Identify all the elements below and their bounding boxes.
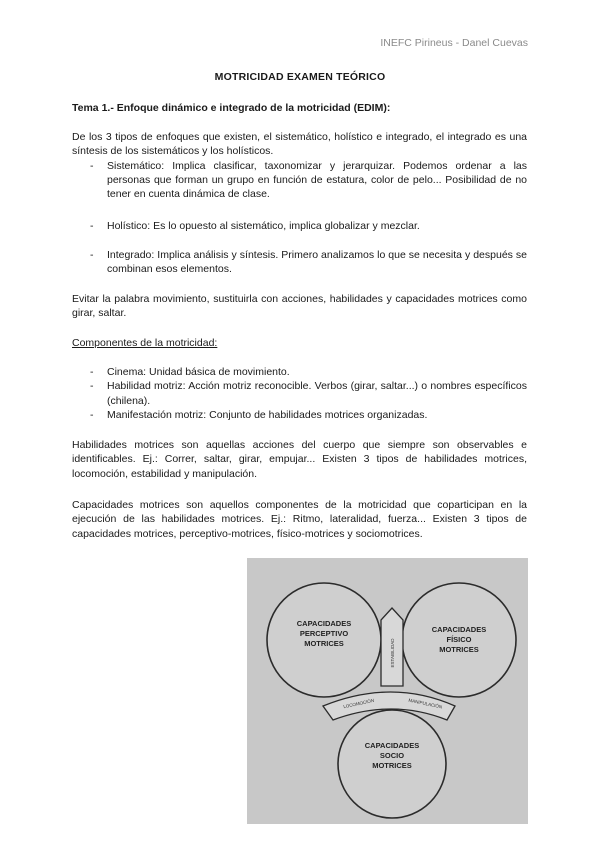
list-item: - Sistemático: Implica clasificar, taxonomizar y jerarquizar. Podemos ordenar a las personas que forman un grupo en función de estatura, color de pelo... Posibilidad de no tener en cuenta dinámica de clase. xyxy=(72,159,527,202)
componentes-section xyxy=(72,365,527,422)
circle-left-line2: PERCEPTIVO xyxy=(299,629,349,638)
tema-heading: Tema 1.- Enfoque dinámico e integrado de la motricidad (EDIM): xyxy=(72,102,391,114)
circle-right-line1: CAPACIDADES xyxy=(431,625,487,634)
arrow-left-label: LOCOMOCIÓN xyxy=(342,697,375,710)
componentes-heading-text: Componentes de la motricidad: xyxy=(72,337,218,349)
componentes-list xyxy=(72,365,527,422)
habilidades-paragraph xyxy=(72,438,527,481)
intro-section xyxy=(72,130,527,201)
circle-right-line2: FÍSICO xyxy=(446,635,472,644)
capacidades-diagram-photo xyxy=(247,558,528,824)
habilidades-text: Habilidades motrices son aquellas acciones del cuerpo que siempre son observables e identificables. Ej.: Correr, saltar, girar, empujar... Existen 3 tipos de habilidades motrices, locomoción, estabilidad y manipulación. xyxy=(72,439,527,480)
componentes-heading xyxy=(72,336,527,350)
circle-bottom-line2: SOCIO xyxy=(379,751,405,760)
list-item: - Manifestación motriz: Conjunto de habilidades motrices organizadas. xyxy=(72,408,527,422)
evitar-paragraph xyxy=(72,292,527,321)
arrow-vertical-label: ESTABILIDAD xyxy=(390,638,395,668)
list-item: - Habilidad motriz: Acción motriz reconocible. Verbos (girar, saltar...) o nombres específicos (chilena). xyxy=(72,379,527,408)
list-item: - Integrado: Implica análisis y síntesis. Primero analizamos lo que se necesita y después se combinan esos elementos. xyxy=(72,248,527,277)
circle-bottom-line1: CAPACIDADES xyxy=(364,741,420,750)
list-item: - Holístico: Es lo opuesto al sistemático, implica globalizar y mezclar. xyxy=(72,219,527,233)
capacidades-paragraph xyxy=(72,498,527,541)
circle-bottom-line3: MOTRICES xyxy=(372,761,412,770)
enfoques-list xyxy=(72,159,527,202)
capacidades-text: Capacidades motrices son aquellos componentes de la motricidad que coparticipan en la ejecución de las habilidades motrices. Ej.: Ritmo, lateralidad, fuerza... Existen 3 tipos de capacidades motrices, perceptivo-motrices, físico-motrices y sociomotrices. xyxy=(72,499,527,540)
capacidades-diagram xyxy=(247,558,528,824)
circle-left-line1: CAPACIDADES xyxy=(296,619,352,628)
holistico-section xyxy=(72,219,527,233)
list-item: - Cinema: Unidad básica de movimiento. xyxy=(72,365,527,379)
arrow-right-label: MANIPULACIÓN xyxy=(408,697,443,710)
evitar-text: Evitar la palabra movimiento, sustituirla con acciones, habilidades y capacidades motrices como girar, saltar. xyxy=(72,293,527,320)
header-author: INEFC Pirineus - Danel Cuevas xyxy=(380,37,528,49)
circle-left-line3: MOTRICES xyxy=(304,639,344,648)
integrado-section xyxy=(72,248,527,277)
circle-right-line3: MOTRICES xyxy=(439,645,479,654)
intro-paragraph: De los 3 tipos de enfoques que existen, el sistemático, holístico e integrado, el integrado es una síntesis de los sistemáticos y los holísticos. xyxy=(72,131,527,158)
document-title: MOTRICIDAD EXAMEN TEÓRICO xyxy=(214,71,386,83)
